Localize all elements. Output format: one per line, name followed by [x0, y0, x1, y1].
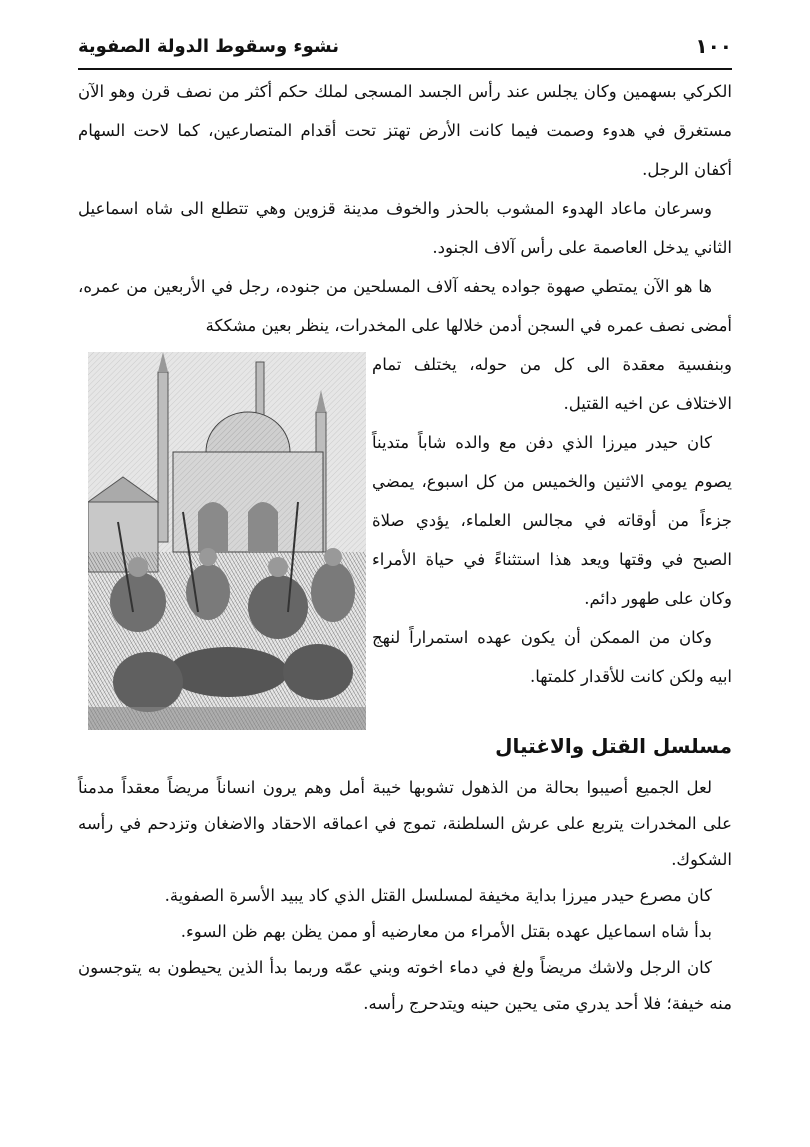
- paragraph: وبنفسية معقدة الى كل من حوله، يختلف تمام الاختلاف عن اخيه القتيل.: [372, 355, 732, 413]
- page-header: [78, 26, 732, 66]
- paragraph: وكان من الممكن أن يكون عهده استمراراً لنهج ابيه ولكن كانت للأقدار كلمتها.: [372, 628, 732, 686]
- header-rule: [78, 68, 732, 70]
- paragraph: وسرعان ماعاد الهدوء المشوب بالحذر والخوف مدينة قزوين وهي تتطلع الى شاه اسماعيل الثاني يدخل العاصمة على رأس آلاف الجنود.: [78, 199, 732, 257]
- page-number: ١٠٠: [695, 34, 732, 58]
- paragraph: الكركي بسهمين وكان يجلس عند رأس الجسد المسجى لملك حكم أكثر من نصف قرن وهو الآن مستغرق في هدوء وصمت فيما كانت الأرض تهتز تحت أقدام المتصارعين، كما لاحت السهام أكفان الرجل.: [78, 82, 732, 179]
- paragraph: لعل الجميع أصيبوا بحالة من الذهول تشوبها خيبة أمل وهم يرون انساناً مريضاً معقداً مدمناً على المخدرات يتربع على عرش السلطنة، تموج في اعماقه الاحقاد والاضغان وتزدحم في رأسه الشكوك.: [78, 778, 732, 869]
- paragraph: كان الرجل ولاشك مريضاً ولغ في دماء اخوته وبني عمّه وربما بدأ الذين يحيطون به يتوجسون منه خيفة؛ فلا أحد يدري متى يحين حينه ويتدحرج رأسه.: [78, 958, 732, 1013]
- engraving-illustration: [88, 352, 366, 730]
- paragraph: بدأ شاه اسماعيل عهده بقتل الأمراء من معارضيه أو ممن يظن بهم ظن السوء.: [180, 922, 712, 941]
- body-text-bottom: [78, 770, 732, 1022]
- body-text-beside-image: [372, 345, 732, 696]
- paragraph: ها هو الآن يمتطي صهوة جواده يحفه آلاف المسلحين من جنوده، رجل في الأربعين من عمره، أمضى نصف عمره في السجن أدمن خلالها على المخدرات، ينظر بعين مشككة: [78, 277, 732, 335]
- paragraph: كان مصرع حيدر ميرزا بداية مخيفة لمسلسل القتل الذي كاد يبيد الأسرة الصفوية.: [164, 886, 712, 905]
- body-text-top: [78, 72, 732, 345]
- section-heading: مسلسل القتل والاغتيال: [495, 734, 732, 758]
- running-title: نشوء وسقوط الدولة الصفوية: [78, 35, 339, 57]
- paragraph: كان حيدر ميرزا الذي دفن مع والده شاباً متديناً يصوم يومي الاثنين والخميس من كل اسبوع، يمضي جزءاً من أوقاته في مجالس العلماء، يؤدي صلاة الصبح في وقتها ويعد هذا استثناءً في حياة الأمراء وكان على طهور دائم.: [372, 433, 732, 608]
- engraving-illustration-icon: [88, 352, 366, 730]
